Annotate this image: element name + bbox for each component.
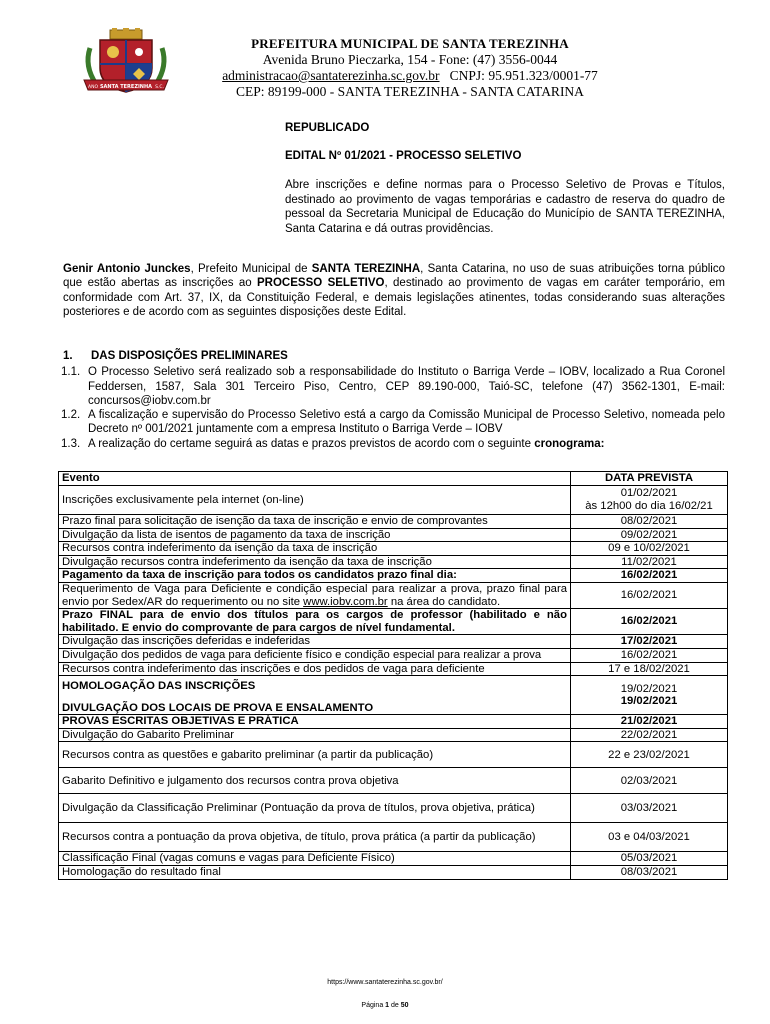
event-cell: Divulgação da Classificação Preliminar (Pontuação da prova de títulos, prova objetiva, prática)	[59, 794, 571, 823]
clause-text-plain: A realização do certame seguirá as datas e prazos previstos de acordo com o seguinte	[88, 437, 535, 450]
crest-icon	[80, 28, 172, 98]
event-cell: PROVAS ESCRITAS OBJETIVAS E PRÁTICA	[59, 715, 571, 729]
date-cell: 03/03/2021	[571, 794, 728, 823]
event-cell: Prazo final para solicitação de isenção da taxa de inscrição e envio de comprovantes	[59, 515, 571, 529]
event-cell: Recursos contra as questões e gabarito preliminar (a partir da publicação)	[59, 742, 571, 768]
event-cell: Gabarito Definitivo e julgamento dos recursos contra prova objetiva	[59, 768, 571, 794]
section-title-text: DAS DISPOSIÇÕES PRELIMINARES	[91, 350, 288, 362]
process-name: PROCESSO SELETIVO	[257, 277, 385, 290]
page-total: 50	[400, 1002, 409, 1009]
cnpj: CNPJ: 95.951.323/0001-77	[449, 68, 598, 83]
table-row	[59, 582, 728, 608]
date-cell: 09/02/2021	[571, 528, 728, 542]
date-cell: 03 e 04/03/2021	[571, 823, 728, 852]
crest-right-text: S.C.	[155, 85, 164, 90]
date-locations: 19/02/2021	[620, 695, 678, 708]
clause-1-2	[63, 408, 725, 437]
page-mid: de	[389, 1002, 401, 1009]
cep-line: CEP: 89199-000 - SANTA TEREZINHA - SANTA CATARINA	[236, 84, 584, 99]
date-cell: 08/02/2021	[571, 515, 728, 529]
date-cell: 22/02/2021	[571, 728, 728, 742]
table-row	[59, 742, 728, 768]
event-cell	[59, 676, 571, 715]
table-row	[59, 728, 728, 742]
date-cell: 17 e 18/02/2021	[571, 662, 728, 676]
date-cell: 22 e 23/02/2021	[571, 742, 728, 768]
event-cell: Divulgação recursos contra indeferimento da isenção da taxa de inscrição	[59, 555, 571, 569]
event-cell: Pagamento da taxa de inscrição para todos os candidatos prazo final dia:	[59, 569, 571, 583]
event-cell: Recursos contra a pontuação da prova objetiva, de título, prova prática (a partir da publicação)	[59, 823, 571, 852]
event-text: Requerimento de Vaga para Deficiente e condição especial para realizar a prova, prazo final para envio por Sedex/AR do requerimento ou no site	[62, 582, 567, 608]
event-text-end: na área do candidato.	[387, 595, 501, 608]
event-cell: Recursos contra indeferimento das inscrições e dos pedidos de vaga para deficiente	[59, 662, 571, 676]
event-cell: Inscrições exclusivamente pela internet (on-line)	[59, 486, 571, 515]
preamble-text-2: , Santa Catarina, no uso de suas atribuições torna público que estão abertas as inscrições ao	[63, 263, 725, 290]
preamble-text-3: , destinado ao provimento de vagas em caráter temporário, em conformidade com Art. 37, IX, da Constituição Federal, e demais legislações atinentes, todas considerando suas alterações posteriores e de acordo com as seguintes disposições deste Edital.	[63, 277, 725, 319]
table-row	[59, 676, 728, 715]
event-cell: Prazo FINAL para de envio dos títulos para os cargos de professor (habilitado e não habilitado. E envio do comprovante de para cargos de nível fundamental.	[59, 609, 571, 635]
table-row	[59, 635, 728, 649]
clause-text	[88, 437, 725, 451]
table-row	[59, 662, 728, 676]
table-row	[59, 768, 728, 794]
crest-left-text: ANO	[88, 85, 98, 90]
mayor-name: Genir Antonio Junckes	[63, 263, 191, 275]
clause-1-1	[63, 365, 725, 408]
date-cell: 11/02/2021	[571, 555, 728, 569]
crest-banner-text: SANTA TEREZINHA	[99, 84, 153, 90]
letterhead	[180, 36, 640, 100]
event-cell: Divulgação das inscrições deferidas e indeferidas	[59, 635, 571, 649]
date-cell: 02/03/2021	[571, 768, 728, 794]
date-start: 01/02/2021	[620, 487, 678, 500]
date-cell: 17/02/2021	[571, 635, 728, 649]
date-cell: 16/02/2021	[571, 569, 728, 583]
table-row	[59, 542, 728, 556]
page-prefix: Página	[361, 1002, 386, 1009]
date-cell: 16/02/2021	[571, 609, 728, 635]
date-homologation: 19/02/2021	[620, 682, 678, 695]
clause-text: A fiscalização e supervisão do Processo Seletivo está a cargo da Comissão Municipal de Processo Seletivo, nomeada pelo Decreto nº 001/2021 juntamente com a empresa Instituto o Barriga Verde – IOBV	[88, 409, 725, 436]
page-current: 1	[385, 1002, 390, 1009]
date-cell: 05/03/2021	[571, 852, 728, 866]
event-cell: Recursos contra indeferimento da isenção da taxa de inscrição	[59, 542, 571, 556]
clause-number: 1.3.	[61, 437, 81, 450]
preamble	[63, 262, 725, 320]
table-row	[59, 609, 728, 635]
date-cell	[571, 486, 728, 515]
clause-text: O Processo Seletivo será realizado sob a responsabilidade do Instituto o Barriga Verde – IOBV, localizado a Rua Coronel Feddersen, 1587, Sala 301 Terceiro Piso, Centro, CEP 89.190-000, Taió-SC, telefone (47) 3562-1301, E-mail: concursos@iobv.com.br	[88, 366, 725, 407]
table-row	[59, 865, 728, 879]
preamble-text-1: , Prefeito Municipal de	[190, 263, 312, 275]
event-cell: Divulgação dos pedidos de vaga para deficiente físico e condição especial para realizar a prova	[59, 648, 571, 662]
table-header-row	[59, 472, 728, 486]
table-row	[59, 486, 728, 515]
table-row	[59, 515, 728, 529]
header-event: Evento	[59, 472, 571, 486]
event-cell: Classificação Final (vagas comuns e vagas para Deficiente Físico)	[59, 852, 571, 866]
schedule-table	[58, 471, 728, 880]
republicado-label: REPUBLICADO	[285, 122, 370, 134]
section-number: 1.	[63, 350, 73, 362]
date-cell: 09 e 10/02/2021	[571, 542, 728, 556]
cronograma-label: cronograma:	[534, 437, 605, 450]
locations-label: DIVULGAÇÃO DOS LOCAIS DE PROVA E ENSALAMENTO	[62, 701, 374, 714]
event-cell: Homologação do resultado final	[59, 865, 571, 879]
table-row	[59, 569, 728, 583]
event-cell: Divulgação do Gabarito Preliminar	[59, 728, 571, 742]
institution-name: PREFEITURA MUNICIPAL DE SANTA TEREZINHA	[251, 36, 569, 51]
page-number	[0, 1002, 770, 1009]
table-row	[59, 555, 728, 569]
date-cell: 16/02/2021	[571, 582, 728, 608]
clause-number: 1.2.	[61, 409, 81, 422]
homologation-label: HOMOLOGAÇÃO DAS INSCRIÇÕES	[62, 679, 256, 692]
date-cell: 08/03/2021	[571, 865, 728, 879]
header-date: DATA PREVISTA	[571, 472, 728, 486]
title-block	[285, 122, 725, 236]
municipal-crest	[80, 28, 172, 98]
date-end: às 12h00 do dia 16/02/21	[585, 500, 713, 512]
edital-abstract: Abre inscrições e define normas para o Processo Seletivo de Provas e Títulos, destinado ao provimento de vagas temporárias e cadastro de reserva do quadro de pessoal da Secretaria Municipal de Educação do Município de SANTA TEREZINHA, Santa Catarina e dá outras providências.	[285, 179, 725, 235]
iobv-site-link[interactable]: www.iobv.com.br	[303, 595, 388, 608]
date-cell: 21/02/2021	[571, 715, 728, 729]
section-preliminary	[63, 349, 725, 451]
email-link[interactable]: administracao@santaterezinha.sc.gov.br	[222, 68, 440, 83]
email-cnpj-line	[180, 68, 640, 84]
table-row	[59, 715, 728, 729]
table-row	[59, 852, 728, 866]
edital-title: EDITAL Nº 01/2021 - PROCESSO SELETIVO	[285, 150, 522, 162]
table-row	[59, 648, 728, 662]
section-title	[63, 349, 725, 363]
event-cell	[59, 582, 571, 608]
clause-number: 1.1.	[61, 366, 81, 379]
date-cell: 16/02/2021	[571, 648, 728, 662]
footer-url[interactable]: https://www.santaterezinha.sc.gov.br/	[327, 979, 443, 986]
table-row	[59, 794, 728, 823]
table-row	[59, 823, 728, 852]
date-cell	[571, 676, 728, 715]
table-row	[59, 528, 728, 542]
city-name: SANTA TEREZINHA	[311, 263, 421, 275]
event-cell: Divulgação da lista de isentos de pagamento da taxa de inscrição	[59, 528, 571, 542]
address-line: Avenida Bruno Pieczarka, 154 - Fone: (47) 3556-0044	[262, 52, 558, 67]
clause-1-3	[63, 437, 725, 451]
